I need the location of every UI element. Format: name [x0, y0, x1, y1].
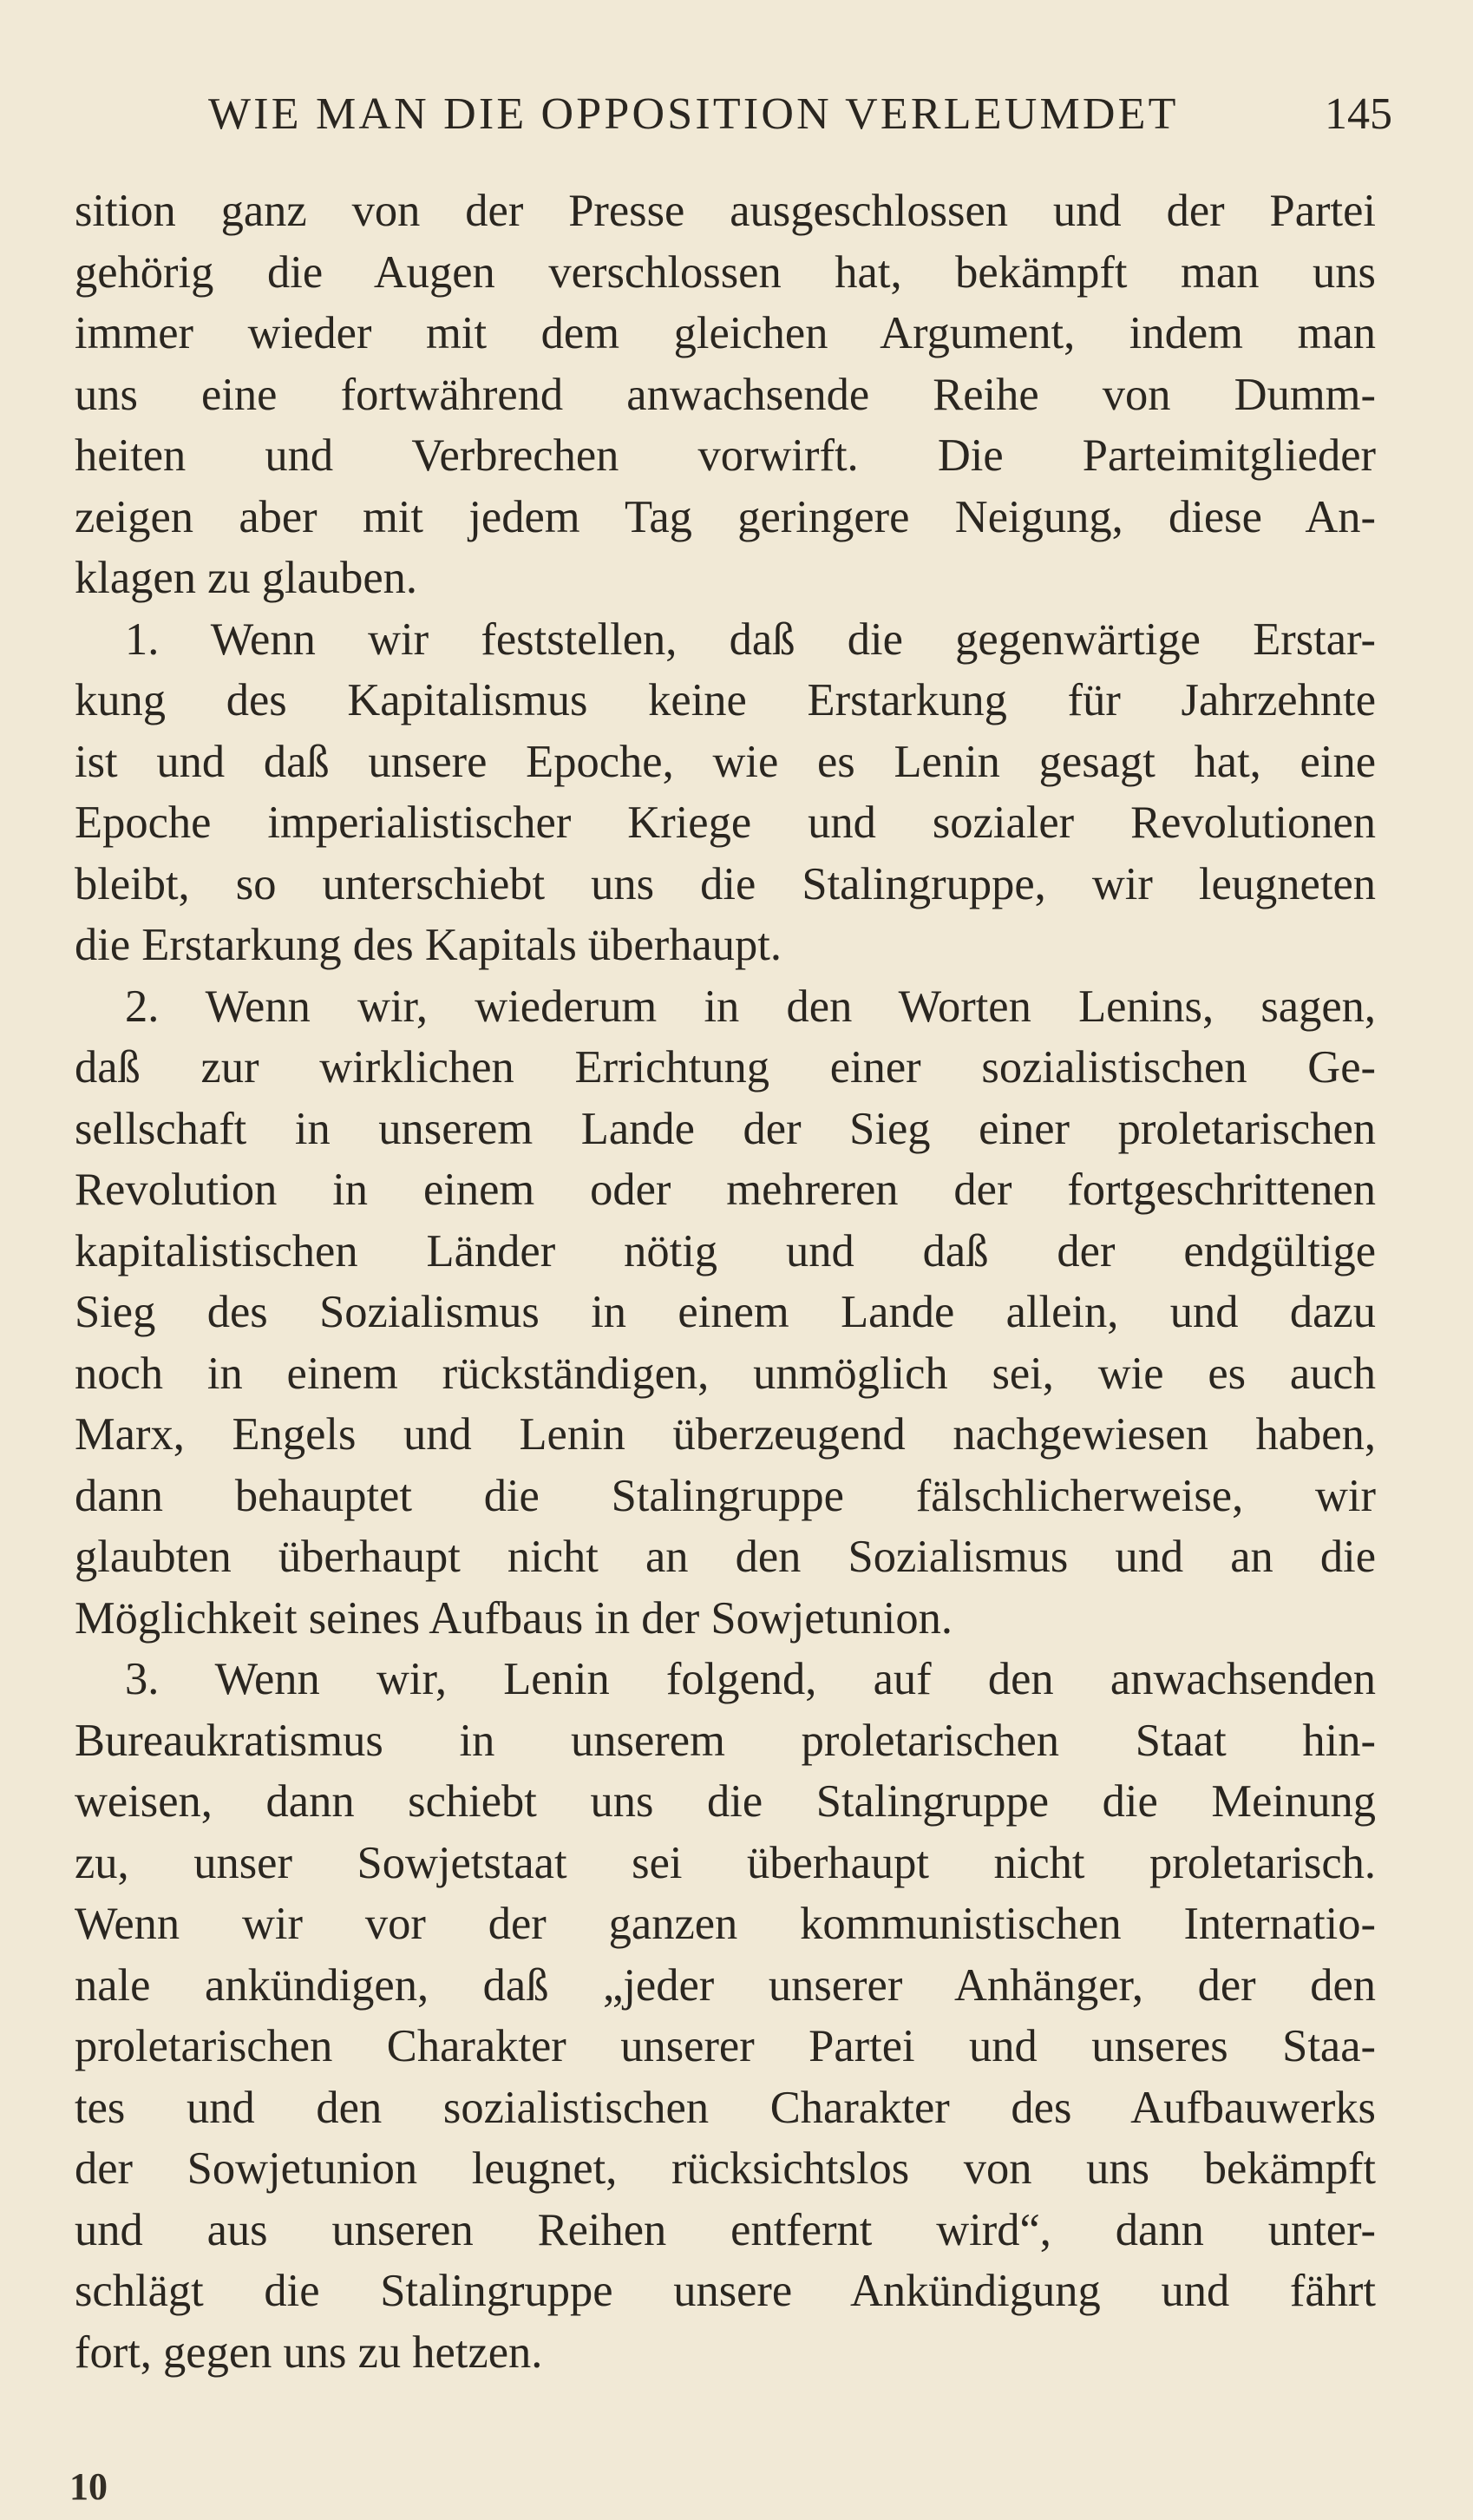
text-line: tes und den sozialistischen Charakter des Aufbauwerks [75, 2082, 1376, 2133]
text-line: Epoche imperialistischer Kriege und sozialer Revolutionen [75, 797, 1376, 848]
text-line: Wenn wir vor der ganzen kommunistischen Internatio- [75, 1899, 1376, 1949]
text-line: gehörig die Augen verschlossen hat, bekämpft man uns [75, 246, 1376, 298]
text-line: bleibt, so unterschiebt uns die Stalingruppe, wir leugneten [75, 858, 1376, 909]
text-line: Revolution in einem oder mehreren der fortgeschrittenen [75, 1165, 1376, 1215]
text-line: und aus unseren Reihen entfernt wird“, dann unter- [75, 2204, 1376, 2255]
text-line: Möglichkeit seines Aufbaus in der Sowjetunion. [75, 1592, 953, 1644]
text-line: Sieg des Sozialismus in einem Lande allein, und dazu [75, 1287, 1376, 1337]
text-line: uns eine fortwährend anwachsende Reihe von Dumm- [75, 369, 1376, 420]
text-line: der Sowjetunion leugnet, rücksichtslos von uns bekämpft [75, 2143, 1376, 2194]
text-line: kung des Kapitalismus keine Erstarkung für Jahrzehnte [75, 675, 1376, 725]
text-line: 2. Wenn wir, wiederum in den Worten Lenins, sagen, [125, 981, 1376, 1032]
text-line: zeigen aber mit jedem Tag geringere Neigung, diese An- [75, 491, 1376, 542]
running-head [208, 80, 1392, 149]
text-line: klagen zu glauben. [75, 553, 418, 603]
text-line: heiten und Verbrechen vorwirft. Die Parteimitglieder [75, 430, 1376, 481]
text-line: proletarischen Charakter unserer Partei und unseres Staa- [75, 2021, 1376, 2071]
text-line: weisen, dann schiebt uns die Stalingruppe die Meinung [75, 1776, 1376, 1827]
text-line: 1. Wenn wir feststellen, daß die gegenwärtige Erstar- [125, 614, 1376, 665]
text-line: kapitalistischen Länder nötig und daß der endgültige [75, 1225, 1376, 1276]
running-title: WIE MAN DIE OPPOSITION VERLEUMDET [208, 89, 1179, 139]
text-line: immer wieder mit dem gleichen Argument, indem man [75, 308, 1376, 358]
text-line: noch in einem rückständigen, unmöglich sei, wie es auch [75, 1348, 1376, 1399]
text-line: fort, gegen uns zu hetzen. [75, 2326, 543, 2378]
text-line: daß zur wirklichen Errichtung einer sozialistischen Ge- [75, 1042, 1376, 1093]
text-line: zu, unser Sowjetstaat sei überhaupt nicht proletarisch. [75, 1837, 1376, 1888]
text-line: schlägt die Stalingruppe unsere Ankündigung und fährt [75, 2266, 1376, 2316]
text-line: die Erstarkung des Kapitals überhaupt. [75, 920, 782, 970]
text-line: dann behauptet die Stalingruppe fälschlicherweise, wir [75, 1470, 1376, 1521]
text-line: sellschaft in unserem Lande der Sieg einer proletarischen [75, 1103, 1376, 1154]
text-line: sition ganz von der Presse ausgeschlossen und der Partei [75, 186, 1376, 236]
text-line: nale ankündigen, daß „jeder unserer Anhänger, der den [75, 1959, 1376, 2011]
text-line: 3. Wenn wir, Lenin folgend, auf den anwachsenden [125, 1654, 1376, 1704]
text-line: ist und daß unsere Epoche, wie es Lenin gesagt hat, eine [75, 736, 1376, 787]
signature-mark: 10 [69, 2465, 108, 2508]
body-text [75, 180, 1376, 2383]
text-line: Bureaukratismus in unserem proletarischen Staat hin- [75, 1715, 1376, 1766]
text-line: Marx, Engels und Lenin überzeugend nachgewiesen haben, [75, 1409, 1376, 1460]
page-number: 145 [1325, 89, 1392, 139]
text-line: glaubten überhaupt nicht an den Sozialismus und an die [75, 1532, 1376, 1582]
